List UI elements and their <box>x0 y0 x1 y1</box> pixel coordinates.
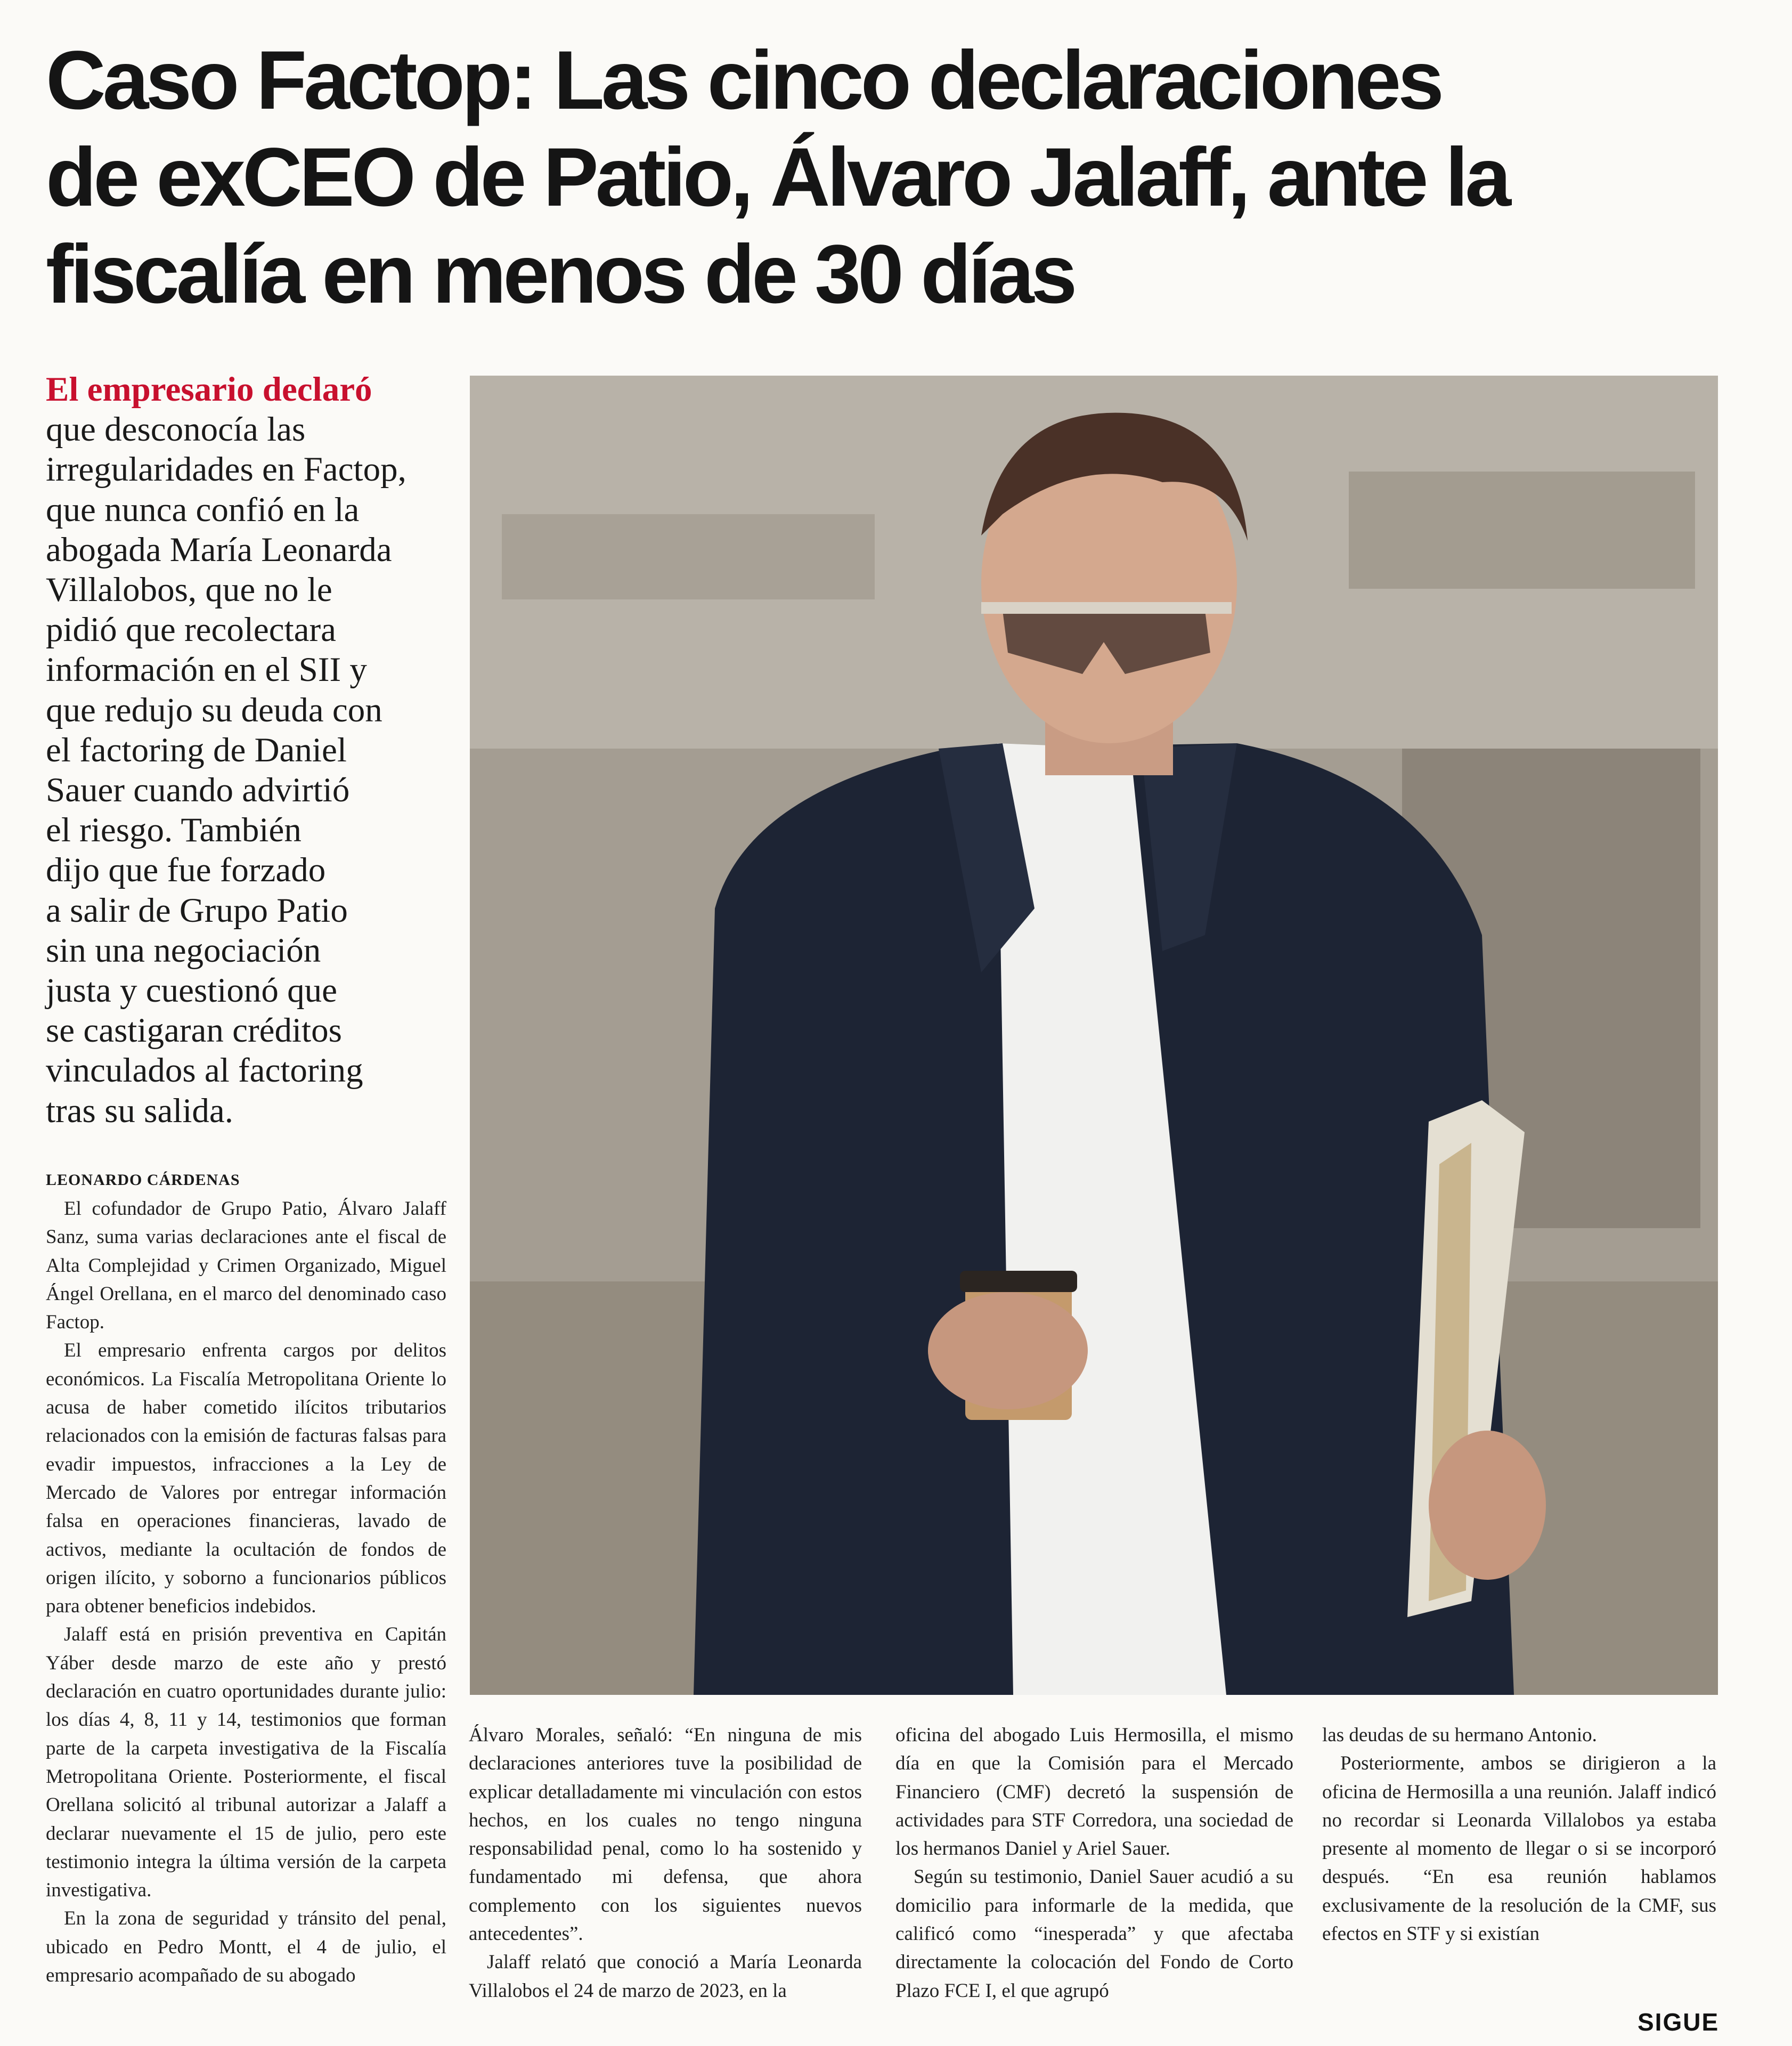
lead-line: dijo que fue forzado <box>46 851 326 890</box>
byline: LEONARDO CÁRDENAS <box>46 1171 240 1189</box>
lead-line: que nunca confió en la <box>46 490 360 529</box>
lead-line: abogada María Leonarda <box>46 530 392 569</box>
lead-line: sin una negociación <box>46 931 321 970</box>
body-paragraph: Álvaro Morales, señaló: “En ninguna de mis declaraciones anteriores tuve la posibilidad de explicar detalladamente mi vinculación con estos hechos, en los cuales no tengo ninguna responsabilidad penal, como lo ha sostenido y fundamentado mi defensa, que ahora complemento con los siguientes nuevos antecedentes”. <box>469 1724 862 1945</box>
lead-line: el factoring de Daniel <box>46 730 347 769</box>
lead-line: el riesgo. También <box>46 811 302 850</box>
body-paragraph: Posteriormente, ambos se dirigieron a la oficina de Hermosilla a una reunión. Jalaff indicó no recordar si Leonarda Villalobos ya estaba presente al momento de llegar o si se incorporó después. “En esa reunión hablamos exclusivamente de la resolución de la CMF, sus efectos en STF y si existían <box>1322 1752 1716 1945</box>
lead-line: tras su salida. <box>46 1091 234 1130</box>
lead-line: vinculados al factoring <box>46 1051 363 1090</box>
body-paragraph: El cofundador de Grupo Patio, Álvaro Jalaff Sanz, suma varias declaraciones ante el fiscal de Alta Complejidad y Crimen Organizado, Miguel Ángel Orellana, en el marco del denominado caso Factop. <box>46 1198 446 1334</box>
headline-line-2: de exCEO de Patio, Álvaro Jalaff, ante la <box>46 131 1509 224</box>
lead-line: pidió que recolectara <box>46 611 336 649</box>
lead-highlight: El empresario declaró <box>46 370 372 409</box>
photo-illustration <box>470 376 1718 1695</box>
lead-line: información en el SII y <box>46 651 367 689</box>
body-paragraph: En la zona de seguridad y tránsito del penal, ubicado en Pedro Montt, el 4 de julio, el empresario acompañado de su abogado <box>46 1907 446 1987</box>
lead-line: Villalobos, que no le <box>46 571 332 610</box>
lead-line: Sauer cuando advirtió <box>46 771 350 810</box>
body-paragraph: Jalaff está en prisión preventiva en Capitán Yáber desde marzo de este año y prestó declaración en cuatro oportunidades durante julio: los días 4, 8, 11 y 14, testimonios que forman parte de la carpeta investigativa de la Fiscalía Metropolitana Oriente. Posteriormente, el fiscal Orellana solicitó al tribunal autorizar a Jalaff a declarar nuevamente el 15 de julio, pero este testimonio integra la última versión de la carpeta investigativa. <box>46 1623 446 1902</box>
body-column-1 <box>46 1195 446 1990</box>
body-column-4 <box>1322 1721 1716 1948</box>
lead-line: a salir de Grupo Patio <box>46 891 348 930</box>
continue-marker: SIGUE <box>1638 2008 1720 2036</box>
lead-line: que redujo su deuda con <box>46 691 382 729</box>
body-column-3 <box>895 1721 1293 2005</box>
headline-line-1: Caso Factop: Las cinco declaraciones <box>46 34 1441 127</box>
headline-line-3: fiscalía en menos de 30 días <box>46 228 1074 321</box>
headline <box>46 32 1671 323</box>
body-paragraph: Según su testimonio, Daniel Sauer acudió a su domicilio para informarle de la medida, que calificó como “inesperada” y que afectaba directamente la colocación del Fondo de Corto Plazo FCE I, el que agrupó <box>895 1866 1293 2002</box>
lead-line: se castigaran créditos <box>46 1011 342 1050</box>
lead-line: que desconocía las <box>46 410 306 449</box>
lead-line: justa y cuestionó que <box>46 971 337 1010</box>
body-paragraph: las deudas de su hermano Antonio. <box>1322 1724 1597 1746</box>
body-paragraph: El empresario enfrenta cargos por delitos económicos. La Fiscalía Metropolitana Oriente lo acusa de haber cometido ilícitos tributarios relacionados con la emisión de facturas falsas para evadir impuestos, infracciones a la Ley de Mercado de Valores por entregar información falsa en operaciones financieras, lavado de activos, mediante la ocultación de fondos de origen ilícito, y soborno a funcionarios públicos para obtener beneficios indebidos. <box>46 1339 446 1618</box>
lead-line: irregularidades en Factop, <box>46 450 406 489</box>
lead-paragraph <box>46 370 467 1131</box>
body-paragraph: oficina del abogado Luis Hermosilla, el mismo día en que la Comisión para el Mercado Financiero (CMF) decretó la suspensión de actividades para STF Corredora, una sociedad de los hermanos Daniel y Ariel Sauer. <box>895 1724 1293 1860</box>
article-photo <box>470 376 1718 1695</box>
body-paragraph: Jalaff relató que conoció a María Leonarda Villalobos el 24 de marzo de 2023, en la <box>469 1951 862 2002</box>
body-column-2 <box>469 1721 862 2005</box>
